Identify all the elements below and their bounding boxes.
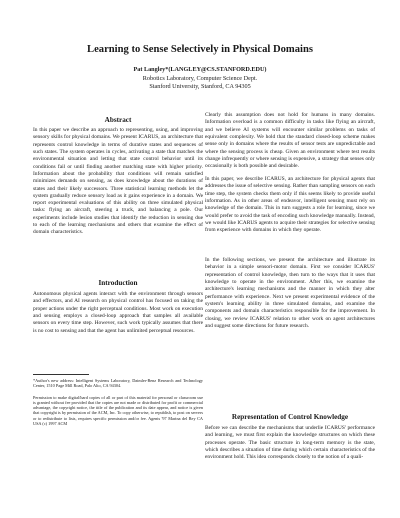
introduction-heading: Introduction [98, 279, 138, 287]
author-university: Stanford University, Stanford, CA 94305 [149, 83, 251, 90]
author-affiliation: Robotics Laboratory, Computer Science Dept. [142, 74, 258, 82]
footnote-permission: Permission to make digital/hard copies of all or part of this material for personal or classroom use is granted without fee provided that the copies are not made or distributed for profit or commercial advantage, the copyright notice, the title of the publication and its date appear, and notice is given that copyright is by permission of the ACM, Inc. To copy otherwise, to republish, to post on servers or to redistribute to lists, requires specific permission and/or fee. Agents '97 Marina del Rey CA USA (c) 1997 ACM [33, 395, 203, 426]
footnote-rule [33, 374, 89, 375]
introduction-text: Autonomous physical agents interact with the environment through sensors and effectors, and AI research on physical control has focused on taking the proper actions under the right perceptual conditions. Most work on execution and sensing employs a closed-loop approach that samples all available sensors on every time step. However, such work typically assumes that there is no cost to sensing and that the agent has unlimited perceptual resources. [33, 291, 203, 334]
representation-heading: Representation of Control Knowledge [231, 413, 349, 421]
right-paragraph-3: In the following sections, we present the architecture and illustrate its behavior in a simple sensori-motor domain. First we consider ICARUS' representation of control knowledge, then turn to the ways that it uses that knowledge to operate in the environment. After this, we examine the architecture's learning mechanisms and the manner in which they alter performance with experience. Next we present experimental evidence of the system's learning ability in three simulated domains, and examine the components and domain characteristics responsible for the improvement. In closing, we review ICARUS' relation to other work on agent architectures and suggest some directions for future research. [205, 257, 375, 329]
right-paragraph-1: Clearly this assumption does not hold for humans in many domains. Information overload is a common difficulty in tasks like flying an aircraft, and we believe AI systems will encounter similar problems on tasks of equivalent complexity. We hold that the standard closed-loop scheme makes sense only in domains where the results of sensor tests are unpredictable and where the sensing process is cheap. Given an environment where test results change infrequently or where sensing is expensive, a strategy that senses only occasionally is both possible and desirable. [205, 112, 375, 170]
right-paragraph-2: In this paper, we describe ICARUS, an architecture for physical agents that addresses the issue of selective sensing. Rather than sampling sensors on each time step, the system checks them only if this seems likely to provide useful information. As in other areas of endeavor, intelligent sensing must rely on knowledge of the domain. This in turn suggests a role for learning, since we would prefer to avoid the task of encoding such knowledge manually. Instead, we would like ICARUS agents to acquire their strategies for selective sensing from experience with domains in which they operate. [205, 176, 375, 234]
abstract-heading: Abstract [104, 116, 132, 124]
author-name: Pat Langley*(LANGLEY@CS.STANFORD.EDU) [133, 66, 267, 73]
paper-title: Learning to Sense Selectively in Physical Domains [87, 44, 313, 55]
abstract-text: In this paper we describe an approach to representing, using, and improving sensory skills for physical domains. We present ICARUS, an architecture that represents control knowledge in terms of durative states and sequences of such states. The system operates in cycles, activating a state that matches the environmental situation and letting that state control behavior until its conditions fail or until finding another matching state with higher priority. Information about the probability that conditions will remain satisfied minimizes demands on sensing, as does knowledge about the durations of states and their likely successors. Three statistical learning methods let the system gradually reduce sensory load as it gains experience in a domain. We report experimental evaluations of this ability on three simulated physical tasks: flying an aircraft, steering a truck, and balancing a pole. Our experiments include lesion studies that identify the reduction in sensing due to each of the learning mechanisms and others that examine the effect of domain characteristics. [33, 127, 203, 236]
right-paragraph-4: Before we can describe the mechanisms that underlie ICARUS' performance and learning, we must first explain the knowledge structures on which these processes operate. The basic structure in long-term memory is the state, which describes a situation of time during which certain characteristics of the environment hold. This idea corresponds closely to the notion of a quali- [205, 425, 375, 461]
footnote-affiliation: *Author's new address: Intelligent Systems Laboratory, Daimler-Benz Research and Technology Center, 1510 Page Mill Road, Palo Alto, CA 94304. [33, 378, 203, 389]
